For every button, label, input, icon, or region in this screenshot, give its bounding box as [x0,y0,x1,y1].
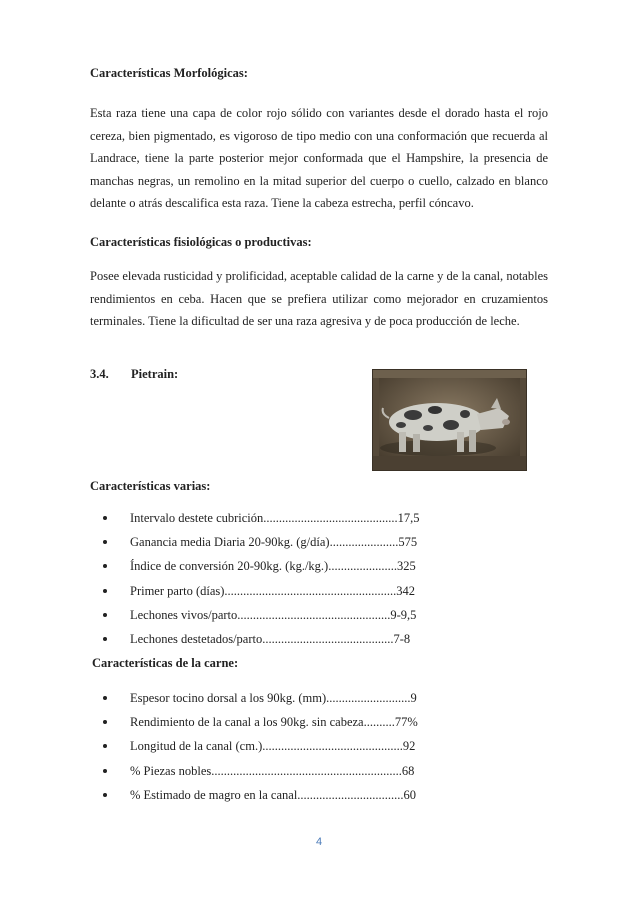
physiological-paragraph: Posee elevada rusticidad y prolificidad, aceptable calidad de la carne y de la canal, notables rendimientos en ceba. Hacen que se prefiera utilizar como mejorador en cruzamientos terminales. Tiene la dificultad de ser una raza agresiva y de poca producción de leche. [90,269,548,328]
bullet-icon [103,564,107,568]
list-item: Primer parto (días).......................................................342 [0,579,420,603]
list-item: % Piezas nobles.............................................................68 [0,759,418,783]
bullet-icon [103,769,107,773]
list-item: % Estimado de magro en la canal..................................60 [0,783,418,807]
various-heading: Características varias: [90,479,211,493]
pig-illustration [373,370,526,470]
physiological-heading: Características fisiológicas o productivas: [90,235,312,249]
page-number: 4 [315,836,323,848]
list-item: Lechones destetados/parto..........................................7-8 [0,627,420,651]
meat-list [0,686,418,807]
bullet-icon [103,589,107,593]
list-item: Rendimiento de la canal a los 90kg. sin cabeza..........77% [0,710,418,734]
bullet-icon [103,793,107,797]
list-item: Ganancia media Diaria 20-90kg. (g/día)......................575 [0,530,420,554]
meat-heading: Características de la carne: [92,656,239,670]
list-item: Intervalo destete cubrición...........................................17,5 [0,506,420,530]
list-item: Lechones vivos/parto.................................................9-9,5 [0,603,420,627]
morphological-heading: Características Morfológicas: [90,66,248,80]
list-item: Espesor tocino dorsal a los 90kg. (mm)...........................9 [0,686,418,710]
bullet-icon [103,720,107,724]
section-number: 3.4. [90,367,109,381]
morphological-paragraph: Esta raza tiene una capa de color rojo sólido con variantes desde el dorado hasta el rojo cereza, bien pigmentado, es vigoroso de tipo medio con una conformación que recuerda al Landrace, tiene la parte posterior mejor conformada que el Hampshire, la presencia de manchas negras, un remolino en la mitad superior del cuerpo o cuello, calzado en blanco delante o atrás descalifica esta raza. Tiene la cabeza estrecha, perfil cóncavo. [90,106,548,210]
section-title: Pietrain: [131,367,179,381]
various-list [0,506,420,651]
list-item: Longitud de la canal (cm.).............................................92 [0,734,418,758]
list-item: Índice de conversión 20-90kg. (kg./kg.)......................325 [0,554,420,578]
bullet-icon [103,744,107,748]
bullet-icon [103,696,107,700]
bullet-icon [103,516,107,520]
bullet-icon [103,613,107,617]
bullet-icon [103,637,107,641]
pietrain-pig-photo [372,369,527,471]
bullet-icon [103,540,107,544]
